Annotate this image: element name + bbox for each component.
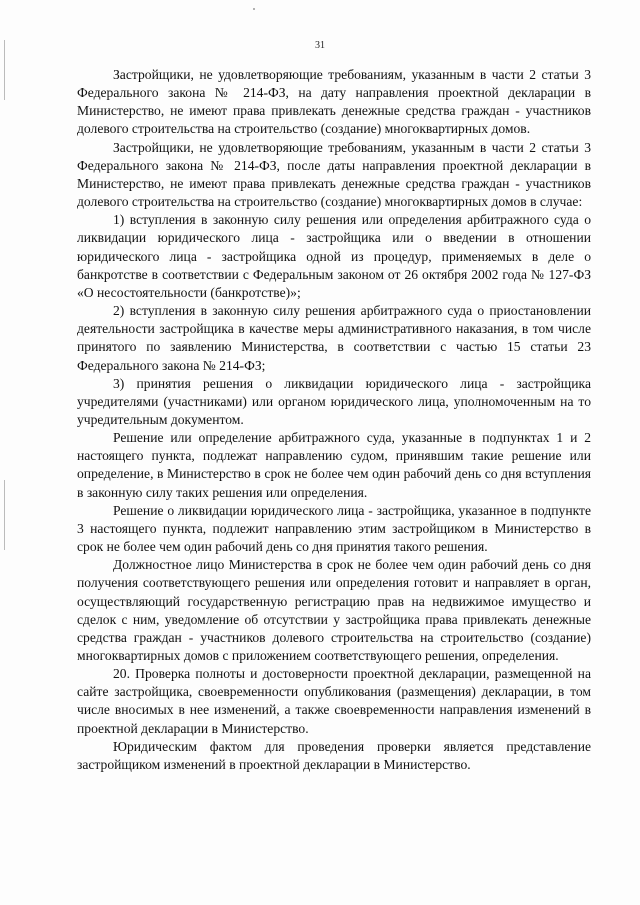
- paragraph-liquidation-decision: Решение о ликвидации юридического лица - застройщика, указанное в подпункте 3 настоящего пункта, подлежит направлению этим застройщиком в Министерство в срок не более чем один рабочий день со дня принятия такого решения.: [77, 502, 591, 555]
- page-number: 31: [315, 40, 325, 51]
- paragraph-court-decision: Решение или определение арбитражного суда, указанные в подпунктах 1 и 2 настоящего пункта, подлежат направлению судом, принявшим такие решение или определение, в Министерство в срок не более чем один рабочий день со дня вступления в законную силу таких решения или определения.: [77, 430, 591, 500]
- paragraph-ineligible-after-date: Застройщики, не удовлетворяющие требованиям, указанным в части 2 статьи 3 Федерального закона № 214-ФЗ, после даты направления проектной декларации в Министерство, не имеют права привлекать денежные средства граждан - участников долевого строительства на строительство (создание) многоквартирных домов в случае:: [77, 139, 591, 210]
- paragraph-case-3: 3) принятия решения о ликвидации юридического лица - застройщика учредителями (участниками) или органом юридического лица, уполномоченным на то учредительным документом.: [77, 375, 591, 427]
- scan-speck: [253, 8, 255, 10]
- paragraph-official-notice: Должностное лицо Министерства в срок не более чем один рабочий день со дня получения соответствующего решения или определения готовит и направляет в орган, осуществляющий государственную регистрацию прав на недвижимое имущество и сделок с ним, уведомление об отсутствии у застройщика права привлекать денежные средства граждан - участников долевого строительства на строительство (создание) многоквартирных домов с приложением соответствующего решения, определения.: [77, 557, 591, 663]
- scan-edge-mark: [4, 480, 5, 550]
- paragraph-legal-fact: Юридическим фактом для проведения проверки является представление застройщиком изменений в проектной декларации в Министерство.: [77, 738, 591, 772]
- paragraph-section-20: 20. Проверка полноты и достоверности проектной декларации, размещенной на сайте застройщика, своевременности опубликования (размещения) декларации, в том числе вносимых в нее изменений, а также своевременности направления изменений в проектной декларации в Министерство.: [77, 666, 591, 736]
- paragraph-case-1: 1) вступления в законную силу решения или определения арбитражного суда о ликвидации юридического лица - застройщика или о введении в отношении юридического лица - застройщика одной из процедур, применяемых в деле о банкротстве в соответствии с Федеральным законом от 26 октября 2002 года № 127-ФЗ «О несостоятельности (банкротстве)»;: [77, 212, 591, 300]
- document-body: [77, 66, 591, 774]
- paragraph-ineligible-developers: Застройщики, не удовлетворяющие требованиям, указанным в части 2 статьи 3 Федерального закона № 214-ФЗ, на дату направления проектной декларации в Министерство, не имеют права привлекать денежные средства граждан - участников долевого строительства на строительство (создание) многоквартирных домов.: [77, 67, 591, 137]
- paragraph-case-2: 2) вступления в законную силу решения арбитражного суда о приостановлении деятельности застройщика в качестве меры административного наказания, в том числе принятого по заявлению Министерства, в соответствии с частью 15 статьи 23 Федерального закона № 214-ФЗ;: [77, 303, 591, 373]
